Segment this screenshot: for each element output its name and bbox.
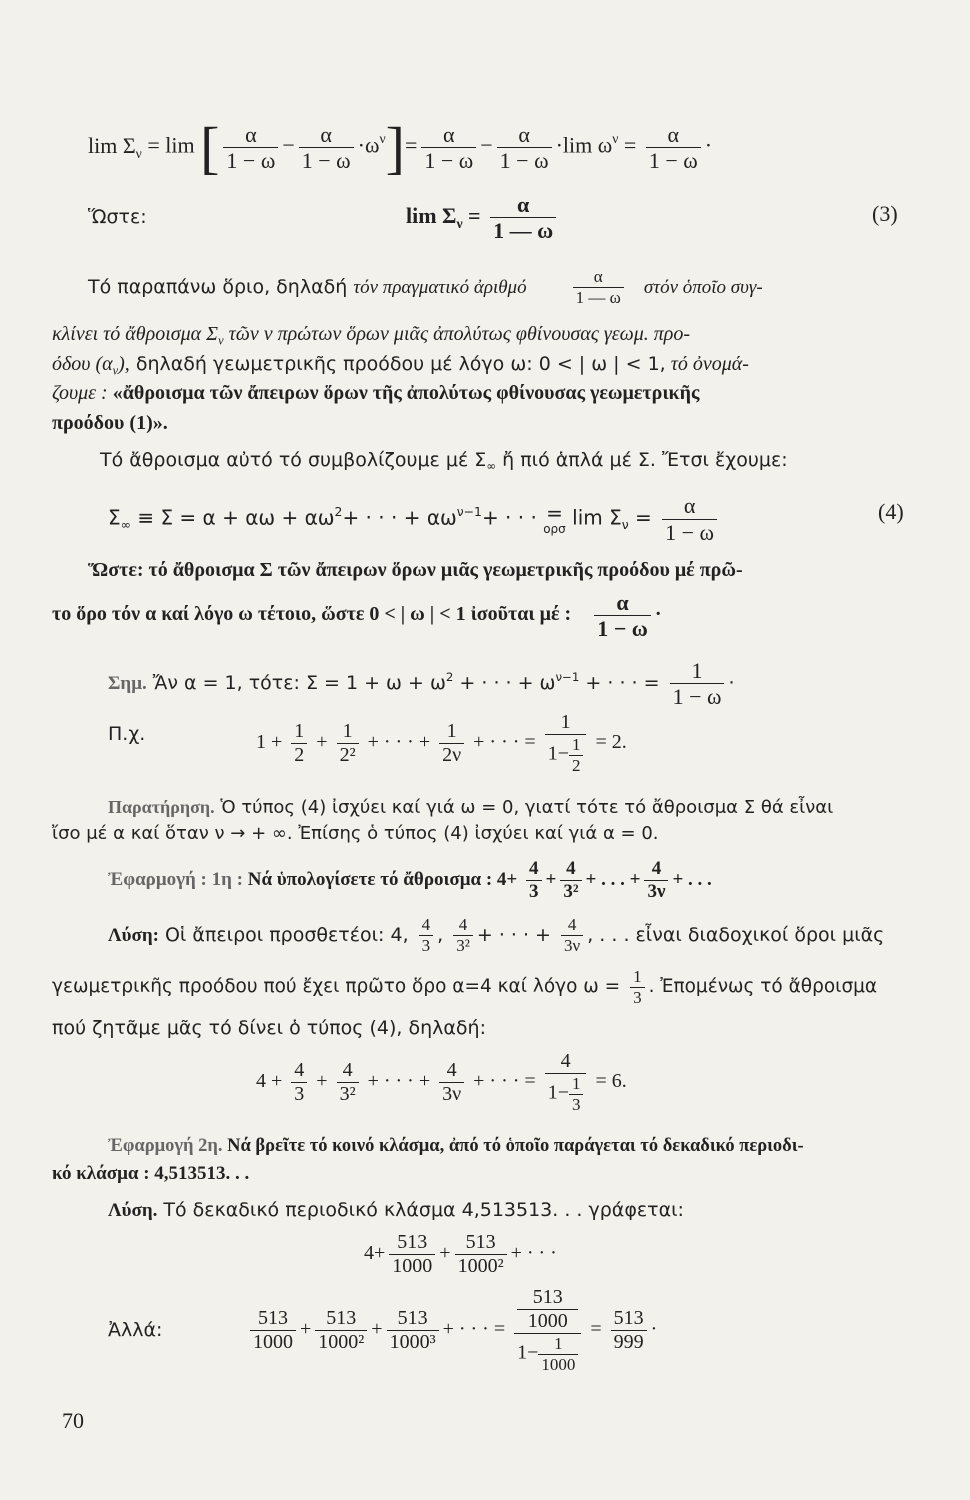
result-3-label: Ὥστε:: [88, 206, 147, 228]
fraction: $\frac{513}{\text{1000²}}$: [315, 1307, 367, 1354]
fraction: $\frac{\alpha}{1 - \omega}$: [662, 493, 717, 545]
fraction: $\frac{\alpha}{1 - \omega}$: [497, 122, 552, 174]
paragraph-line: Τό παραπάνω ὅριο, δηλαδή τόν πραγματικό ἀριθμό $\frac{\alpha}{1 — \omega}$ στόν ὁποῖο συγ-: [88, 267, 763, 307]
example-label: Π.χ.: [108, 723, 146, 745]
fraction: $\frac{513}{\text{1000³}}$: [387, 1307, 439, 1354]
solution-1-line: γεωμετρικῆς προόδου πού ἔχει πρῶτο ὅρο α=4 καί λόγο ω = $\frac{1}{3}$ . Ἐπομένως τό ἄθροισμα: [52, 966, 878, 1007]
lim-sigma: $\lim \Sigma_\nu$: [88, 132, 142, 161]
theorem-line: Ὥστε: τό ἄθροισμα Σ τῶν ἄπειρων ὅρων μιᾶς γεωμετρικῆς προόδου μέ πρῶ-: [88, 559, 743, 581]
fraction: $\frac{4}{3\nu}$: [644, 858, 668, 903]
fraction: $\frac{1}{3}$: [630, 967, 645, 1007]
fraction: $\frac{\alpha}{1 — \omega}$: [490, 192, 556, 244]
equation-number-4: (4): [878, 499, 904, 524]
fraction: $\frac{4}{\text{3²}}$: [337, 1059, 359, 1106]
solution-2-line: Λύση. Τό δεκαδικό περιοδικό κλάσμα 4,513513. . . γράφεται:: [108, 1199, 684, 1221]
limit-underscript: = ορσ: [543, 501, 566, 537]
solution-2-expression: 4+ $\frac{513}{1000}$ + $\frac{513}{\text{1000²}}$ + · · ·: [364, 1230, 557, 1277]
fraction: $\frac{4}{3\nu}$: [439, 1059, 464, 1106]
solution-1-line: Λύση: Οἱ ἄπειροι προσθετέοι: 4, $\frac{4}{3}$ , $\frac{4}{\text{3²}}$ + · · · + $\frac{4}{3\nu}$ , . . . εἶναι διαδοχικοί ὅροι μιᾶς: [108, 915, 885, 955]
fraction: $\frac{1}{2}$: [291, 720, 307, 767]
fraction: $\frac{513}{1000}$: [389, 1231, 435, 1278]
paragraph-line: όδου $(\alpha_\nu)$, δηλαδή γεωμετρικῆς προόδου μέ λόγο ω: 0 < | ω | < 1, τό ὀνομά-: [52, 353, 749, 378]
paragraph-line: προόδου (1)».: [52, 412, 168, 434]
but-label: Ἀλλά:: [108, 1319, 163, 1341]
fraction: $\frac{4}{3}$: [291, 1059, 307, 1106]
equation-4: $\Sigma_\infty \equiv \Sigma = \alpha + \alpha\omega + \alpha\omega^2+$ · · · + $\alpha\omega^{\nu-1}+$ · · · = ορσ $\lim \Sigma_\nu$ = $\frac{\alpha}{1 - \omega}$: [108, 486, 721, 551]
fraction: $\frac{\alpha}{1 - \omega}$: [421, 122, 476, 174]
paragraph-line: ζουμε : «ἄθροισμα τῶν ἄπειρων ὅρων τῆς ἀπολύτως φθίνουσας γεωμετρικῆς: [52, 382, 700, 404]
fraction: $\frac{\alpha}{1 - \omega}$: [299, 122, 354, 174]
note-line: Σημ. Ἄν α = 1, τότε: $\Sigma = 1 + \omega + \omega^2$ + · · · + $\omega^{\nu-1}$ + · · · = $\frac{1}{1 - \omega}$ ·: [108, 657, 735, 710]
solution-1-equation: 4 + $\frac{4}{3}$ + $\frac{4}{\text{3²}}$ + · · · + $\frac{4}{3\nu}$ + · · · = 4 1− $\frac{1}{3}$ = 6.: [256, 1050, 627, 1114]
fraction: $\frac{1}{2\nu}$: [439, 720, 464, 767]
fraction: $\frac{\alpha}{1 - \omega}$: [223, 122, 278, 174]
fraction: $\frac{513}{\text{1000²}}$: [455, 1231, 507, 1278]
paragraph-line: Τό ἄθροισμα αὐτό τό συμβολίζουμε μέ $\Sigma_\infty$ ἤ πιό ἁπλά μέ Σ. Ἔτσι ἔχουμε:: [100, 449, 788, 474]
fraction: $\frac{1}{1 - \omega}$: [670, 658, 725, 710]
fraction: 1 1− $\frac{1}{2}$: [545, 711, 587, 775]
fraction: $\frac{\alpha}{1 — \omega}$: [573, 267, 624, 307]
remark-line: Παρατήρηση. Ὁ τύπος (4) ἰσχύει καί γιά ω = 0, γιατί τότε τό ἄθροισμα Σ θά εἶναι: [108, 797, 834, 818]
fraction: $\frac{1}{\text{2²}}$: [337, 720, 359, 767]
fraction: $\frac{4}{3}$: [419, 915, 434, 955]
application-1: Ἐφαρμογή : 1η : Νά ὑπολογίσετε τό ἄθροισμα : 4+ $\frac{4}{3}$ + $\frac{4}{\text{3²}}$ + . . . + $\frac{4}{3\nu}$ + . . .: [108, 858, 712, 903]
solution-1-line: πού ζητᾶμε μᾶς τό δίνει ὁ τύπος (4), δηλαδή:: [52, 1017, 486, 1039]
fraction: $\frac{\alpha}{1 - \omega}$: [594, 590, 651, 642]
fraction: 513 1000 1− $\frac{1}{1000}$: [514, 1286, 581, 1374]
fraction: $\frac{513}{1000}$: [250, 1307, 296, 1354]
application-2: κό κλάσμα : 4,513513. . .: [52, 1163, 250, 1184]
remark-line: ἴσο μέ α καί ὅταν ν → + ∞. Ἐπίσης ὁ τύπος (4) ἰσχύει καί γιά α = 0.: [52, 823, 659, 844]
fraction: $\frac{4}{\text{3²}}$: [453, 915, 473, 955]
page-number: 70: [62, 1408, 84, 1433]
application-2: Ἐφαρμογή 2η. Νά βρεῖτε τό κοινό κλάσμα, ἀπό τό ὁποῖο παράγεται τό δεκαδικό περιοδι-: [108, 1136, 804, 1156]
solution-2-equation: $\frac{513}{1000}$ + $\frac{513}{\text{1000²}}$ + $\frac{513}{\text{1000³}}$ + · · · = 513 1000 1− $\frac{1}{1000}$ = $\frac{513}{999}$ ·: [246, 1274, 657, 1384]
fraction: $\frac{4}{3\nu}$: [561, 915, 583, 955]
example-equation: 1 + $\frac{1}{2}$ + $\frac{1}{\text{2²}}$ + · · · + $\frac{1}{2\nu}$ + · · · = 1 1− $\frac{1}{2}$ = 2.: [256, 711, 627, 775]
equation-number-3: (3): [872, 201, 898, 226]
fraction: $\frac{4}{3}$: [526, 858, 542, 903]
fraction: $\frac{513}{999}$: [611, 1307, 647, 1354]
fraction: $\frac{4}{\text{3²}}$: [560, 858, 581, 903]
theorem-line: το ὅρο τόν α καί λόγο ω τέτοιο, ὥστε 0 < | ω | < 1 ἰσοῦται μέ : $\frac{\alpha}{1 - \omega}$ ·: [52, 589, 662, 641]
result-3-equation: $\lim \Sigma_\nu$ = $\frac{\alpha}{1 — \omega}$: [406, 188, 560, 252]
fraction: 4 1− $\frac{1}{3}$: [545, 1050, 587, 1114]
fraction: $\frac{\alpha}{1 - \omega}$: [646, 122, 701, 174]
paragraph-line: κλίνει τό ἄθροισμα $\Sigma_\nu$ τῶν ν πρώτων ὅρων μιᾶς ἀπολύτως φθίνουσας γεωμ. προ-: [52, 323, 691, 348]
limit-equation: $\lim \Sigma_\nu = \lim$ [ $\frac{\alpha}{1 - \omega}$ − $\frac{\alpha}{1 - \omega}$ $\cdot\omega^\nu]=$ $\frac{\alpha}{1 - \omega}$ − $\frac{\alpha}{1 - \omega}$ ·lim $\omega^\nu$ = $\frac{\alpha}{1 - \omega}$ ·: [88, 114, 713, 180]
